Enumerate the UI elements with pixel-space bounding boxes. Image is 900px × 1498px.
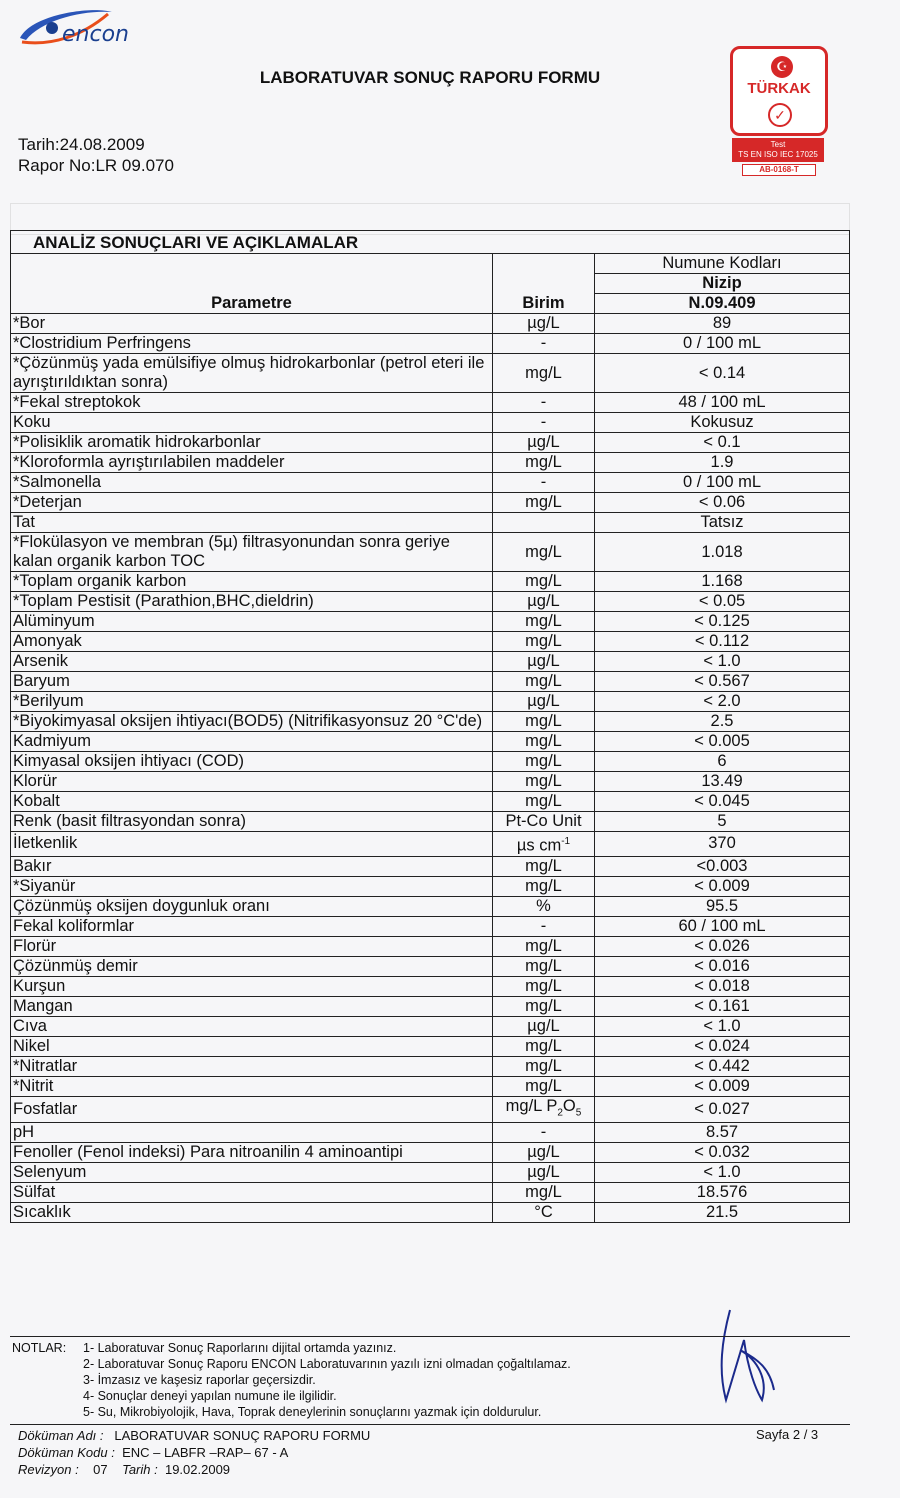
unit-cell bbox=[493, 632, 595, 652]
table-row bbox=[11, 792, 850, 812]
unit-mid: O bbox=[562, 1096, 576, 1115]
table-row bbox=[11, 592, 850, 612]
value-cell: < 0.032 bbox=[595, 1142, 850, 1162]
unit-text: mg/L P bbox=[505, 1096, 558, 1115]
unit-cell bbox=[493, 493, 595, 513]
unit-cell bbox=[493, 876, 595, 896]
table-row bbox=[11, 1016, 850, 1036]
parameter-cell: Arsenik bbox=[11, 652, 493, 672]
unit-text: mg/L bbox=[525, 542, 562, 561]
unit-cell bbox=[493, 533, 595, 572]
notes-divider bbox=[10, 1336, 850, 1337]
footer-divider bbox=[10, 1424, 850, 1425]
table-row bbox=[11, 752, 850, 772]
parameter-cell: pH bbox=[11, 1122, 493, 1142]
value-cell: 5 bbox=[595, 812, 850, 832]
value-cell: < 0.161 bbox=[595, 996, 850, 1016]
table-row bbox=[11, 513, 850, 533]
table-row bbox=[11, 493, 850, 513]
table-row bbox=[11, 936, 850, 956]
unit-text: mg/L bbox=[525, 792, 562, 810]
parameter-cell: Mangan bbox=[11, 996, 493, 1016]
parameter-cell: Çözünmüş oksijen doygunluk oranı bbox=[11, 896, 493, 916]
value-cell: 1.9 bbox=[595, 453, 850, 473]
unit-text: µg/L bbox=[527, 1016, 560, 1035]
value-cell: < 0.016 bbox=[595, 956, 850, 976]
table-row bbox=[11, 1076, 850, 1096]
revision-date: 19.02.2009 bbox=[164, 1462, 231, 1477]
table-row bbox=[11, 393, 850, 413]
parameter-cell: *Siyanür bbox=[11, 876, 493, 896]
unit-text: mg/L bbox=[525, 996, 562, 1015]
table-row bbox=[11, 354, 850, 393]
value-cell: 0 / 100 mL bbox=[595, 473, 850, 493]
unit-text: mg/L bbox=[525, 732, 562, 750]
unit-cell bbox=[493, 453, 595, 473]
table-header-row bbox=[11, 254, 850, 274]
value-cell: < 1.0 bbox=[595, 1016, 850, 1036]
parameter-cell: Nikel bbox=[11, 1036, 493, 1056]
parameter-cell: *Berilyum bbox=[11, 692, 493, 712]
unit-text: Pt-Co Unit bbox=[505, 812, 582, 830]
value-cell: 370 bbox=[595, 832, 850, 857]
header-sample-codes: Numune Kodları bbox=[595, 254, 850, 274]
table-row bbox=[11, 772, 850, 792]
report-date: Tarih:24.08.2009 bbox=[18, 135, 145, 154]
unit-text: mg/L bbox=[525, 772, 562, 790]
turkak-code: AB-0168-T bbox=[742, 164, 816, 176]
unit-text: mg/L bbox=[525, 453, 562, 471]
unit-cell bbox=[493, 1096, 595, 1122]
page-title: LABORATUVAR SONUÇ RAPORU FORMU bbox=[259, 68, 601, 87]
parameter-cell: Sıcaklık bbox=[11, 1202, 493, 1222]
unit-cell bbox=[493, 856, 595, 876]
value-cell: Tatsız bbox=[595, 513, 850, 533]
unit-text: - bbox=[540, 393, 547, 411]
value-cell: 21.5 bbox=[595, 1202, 850, 1222]
value-cell: < 0.024 bbox=[595, 1036, 850, 1056]
unit-cell bbox=[493, 976, 595, 996]
value-cell: 2.5 bbox=[595, 712, 850, 732]
unit-cell bbox=[493, 752, 595, 772]
value-cell: 48 / 100 mL bbox=[595, 393, 850, 413]
unit-cell bbox=[493, 1036, 595, 1056]
unit-cell bbox=[493, 712, 595, 732]
notes-first-line bbox=[12, 1340, 850, 1356]
unit-cell bbox=[493, 792, 595, 812]
unit-text: µg/L bbox=[527, 692, 560, 710]
parameter-cell: Koku bbox=[11, 413, 493, 433]
parameter-cell: Renk (basit filtrasyondan sonra) bbox=[11, 812, 493, 832]
unit-cell bbox=[493, 1202, 595, 1222]
unit-cell bbox=[493, 672, 595, 692]
unit-text: µg/L bbox=[527, 433, 560, 451]
header-unit: Birim bbox=[493, 254, 595, 314]
parameter-cell: Tat bbox=[11, 513, 493, 533]
header-sample-name: Nizip bbox=[595, 274, 850, 294]
value-cell: < 0.14 bbox=[595, 354, 850, 393]
unit-sub1: 2 bbox=[557, 1106, 563, 1118]
unit-text: µg/L bbox=[527, 592, 560, 610]
unit-cell bbox=[493, 413, 595, 433]
table-row bbox=[11, 996, 850, 1016]
value-cell: 95.5 bbox=[595, 896, 850, 916]
unit-cell bbox=[493, 732, 595, 752]
unit-cell bbox=[493, 393, 595, 413]
value-cell: 60 / 100 mL bbox=[595, 916, 850, 936]
unit-cell bbox=[493, 1182, 595, 1202]
unit-cell bbox=[493, 652, 595, 672]
table-row bbox=[11, 1036, 850, 1056]
parameter-cell: *Polisiklik aromatik hidrokarbonlar bbox=[11, 433, 493, 453]
parameter-cell: Kobalt bbox=[11, 792, 493, 812]
parameter-cell: *Clostridium Perfringens bbox=[11, 334, 493, 354]
parameter-cell: İletkenlik bbox=[11, 832, 493, 857]
table-row bbox=[11, 572, 850, 592]
table-row bbox=[11, 896, 850, 916]
table-row bbox=[11, 1202, 850, 1222]
unit-text: mg/L bbox=[525, 493, 562, 511]
unit-text: mg/L bbox=[525, 856, 562, 875]
value-cell: 1.168 bbox=[595, 572, 850, 592]
value-cell: < 0.125 bbox=[595, 612, 850, 632]
value-cell: < 0.026 bbox=[595, 936, 850, 956]
parameter-cell: *Toplam organik karbon bbox=[11, 572, 493, 592]
parameter-cell: *Nitratlar bbox=[11, 1056, 493, 1076]
table-row bbox=[11, 692, 850, 712]
table-row bbox=[11, 976, 850, 996]
unit-cell bbox=[493, 513, 595, 533]
unit-cell bbox=[493, 996, 595, 1016]
note-item: 4- Sonuçlar deneyi yapılan numune ile ilgilidir. bbox=[83, 1389, 337, 1403]
unit-text: °C bbox=[534, 1202, 553, 1221]
value-cell: Kokusuz bbox=[595, 413, 850, 433]
value-cell: 8.57 bbox=[595, 1122, 850, 1142]
table-row bbox=[11, 1056, 850, 1076]
table-row bbox=[11, 732, 850, 752]
value-cell: < 0.027 bbox=[595, 1096, 850, 1122]
turkak-line1: Test bbox=[770, 140, 786, 149]
parameter-cell: *Toplam Pestisit (Parathion,BHC,dieldrin) bbox=[11, 592, 493, 612]
table-row bbox=[11, 832, 850, 857]
value-cell: 6 bbox=[595, 752, 850, 772]
crescent-star-icon: ☪ bbox=[771, 56, 793, 78]
table-row bbox=[11, 334, 850, 354]
unit-cell bbox=[493, 1056, 595, 1076]
parameter-cell: Fekal koliformlar bbox=[11, 916, 493, 936]
value-cell: < 0.567 bbox=[595, 672, 850, 692]
page-number: Sayfa 2 / 3 bbox=[756, 1427, 819, 1442]
notes-label: NOTLAR: bbox=[12, 1341, 67, 1355]
unit-text: mg/L bbox=[525, 572, 562, 590]
unit-cell bbox=[493, 572, 595, 592]
note-item: 1- Laboratuvar Sonuç Raporlarını dijital ortamda yazınız. bbox=[83, 1341, 397, 1355]
turkak-standard bbox=[732, 138, 824, 162]
footer-revision bbox=[18, 1461, 370, 1478]
unit-text: mg/L bbox=[525, 672, 562, 690]
table-row bbox=[11, 413, 850, 433]
document-footer bbox=[18, 1427, 370, 1478]
unit-text: - bbox=[540, 1122, 547, 1141]
doc-name: LABORATUVAR SONUÇ RAPORU FORMU bbox=[114, 1428, 371, 1443]
parameter-cell: Baryum bbox=[11, 672, 493, 692]
unit-text: mg/L bbox=[525, 752, 562, 770]
header-parameter: Parametre bbox=[11, 254, 493, 314]
value-cell: < 1.0 bbox=[595, 1162, 850, 1182]
parameter-cell: Kadmiyum bbox=[11, 732, 493, 752]
unit-text: µg/L bbox=[527, 652, 560, 670]
value-cell: 0 / 100 mL bbox=[595, 334, 850, 354]
unit-text: µg/L bbox=[527, 1162, 560, 1181]
note-item: 2- Laboratuvar Sonuç Raporu ENCON Laboratuvarının yazılı izni olmadan çoğaltılamaz. bbox=[83, 1357, 571, 1371]
unit-cell bbox=[493, 916, 595, 936]
doc-name-label: Döküman Adı : bbox=[18, 1428, 104, 1443]
unit-text: mg/L bbox=[525, 712, 562, 730]
unit-text: mg/L bbox=[525, 1076, 562, 1095]
parameter-cell: Fenoller (Fenol indeksi) Para nitroanilin 4 aminoantipi bbox=[11, 1142, 493, 1162]
unit-cell bbox=[493, 692, 595, 712]
parameter-cell: Kimyasal oksijen ihtiyacı (COD) bbox=[11, 752, 493, 772]
unit-text: µg/L bbox=[527, 1142, 560, 1161]
parameter-cell: Fosfatlar bbox=[11, 1096, 493, 1122]
table-row bbox=[11, 473, 850, 493]
parameter-cell: *Çözünmüş yada emülsifiye olmuş hidrokarbonlar (petrol eteri ile ayrıştırıldıktan sonra) bbox=[11, 354, 493, 393]
parameter-cell: Alüminyum bbox=[11, 612, 493, 632]
table-row bbox=[11, 314, 850, 334]
parameter-cell: Klorür bbox=[11, 772, 493, 792]
revision-date-label: Tarih : bbox=[122, 1462, 158, 1477]
table-row bbox=[11, 672, 850, 692]
unit-text: mg/L bbox=[525, 1182, 562, 1201]
table-section-title-row bbox=[11, 231, 850, 254]
parameter-cell: *Kloroformla ayrıştırılabilen maddeler bbox=[11, 453, 493, 473]
parameter-cell: *Salmonella bbox=[11, 473, 493, 493]
unit-text: mg/L bbox=[525, 876, 562, 895]
parameter-cell: Amonyak bbox=[11, 632, 493, 652]
value-cell: < 0.009 bbox=[595, 1076, 850, 1096]
table-row bbox=[11, 1182, 850, 1202]
unit-cell bbox=[493, 956, 595, 976]
results-table bbox=[10, 230, 850, 1223]
parameter-cell: *Flokülasyon ve membran (5µ) filtrasyonundan sonra geriye kalan organik karbon TOC bbox=[11, 533, 493, 572]
value-cell: 89 bbox=[595, 314, 850, 334]
table-row bbox=[11, 433, 850, 453]
unit-cell bbox=[493, 1016, 595, 1036]
table-row bbox=[11, 1122, 850, 1142]
unit-text: mg/L bbox=[525, 1056, 562, 1075]
value-cell: <0.003 bbox=[595, 856, 850, 876]
table-row bbox=[11, 956, 850, 976]
table-row bbox=[11, 612, 850, 632]
note-item: 5- Su, Mikrobiyolojik, Hava, Toprak deneylerinin sonuçlarını yazmak için doldurulur. bbox=[83, 1405, 542, 1419]
unit-cell bbox=[493, 433, 595, 453]
parameter-cell: Selenyum bbox=[11, 1162, 493, 1182]
unit-cell bbox=[493, 1162, 595, 1182]
value-cell: < 0.05 bbox=[595, 592, 850, 612]
unit-cell bbox=[493, 936, 595, 956]
unit-text: mg/L bbox=[525, 632, 562, 650]
table-row bbox=[11, 652, 850, 672]
value-cell: 18.576 bbox=[595, 1182, 850, 1202]
unit-cell bbox=[493, 354, 595, 393]
unit-cell bbox=[493, 473, 595, 493]
unit-text: µs cm bbox=[516, 836, 562, 855]
note-item: 3- İmzasız ve kaşesiz raporlar geçersizdir. bbox=[83, 1373, 316, 1387]
table-row bbox=[11, 876, 850, 896]
header-sample-code: N.09.409 bbox=[595, 294, 850, 314]
parameter-cell: Çözünmüş demir bbox=[11, 956, 493, 976]
parameter-cell: *Fekal streptokok bbox=[11, 393, 493, 413]
unit-text: % bbox=[536, 896, 551, 915]
table-row bbox=[11, 856, 850, 876]
unit-sub2: 5 bbox=[575, 1106, 582, 1118]
value-cell: < 0.06 bbox=[595, 493, 850, 513]
table-row bbox=[11, 632, 850, 652]
turkak-name: TÜRKAK bbox=[747, 80, 811, 97]
value-cell: < 0.1 bbox=[595, 433, 850, 453]
unit-text: µg/L bbox=[527, 314, 560, 332]
unit-text: mg/L bbox=[525, 936, 562, 955]
turkak-line2: TS EN ISO IEC 17025 bbox=[738, 150, 818, 159]
table-row bbox=[11, 533, 850, 572]
unit-cell bbox=[493, 1122, 595, 1142]
unit-text: - bbox=[540, 473, 547, 491]
parameter-cell: Bakır bbox=[11, 856, 493, 876]
parameter-cell: Sülfat bbox=[11, 1182, 493, 1202]
value-cell: < 1.0 bbox=[595, 652, 850, 672]
unit-text: mg/L bbox=[525, 612, 562, 630]
footer-doc-code bbox=[18, 1444, 370, 1461]
table-row bbox=[11, 1096, 850, 1122]
table-row bbox=[11, 916, 850, 936]
table-row bbox=[11, 712, 850, 732]
value-cell: < 0.018 bbox=[595, 976, 850, 996]
value-cell: 13.49 bbox=[595, 772, 850, 792]
unit-cell bbox=[493, 334, 595, 354]
unit-cell bbox=[493, 772, 595, 792]
table-row bbox=[11, 812, 850, 832]
report-meta bbox=[18, 134, 174, 176]
unit-cell bbox=[493, 314, 595, 334]
unit-cell bbox=[493, 592, 595, 612]
unit-text: - bbox=[540, 413, 547, 431]
value-cell: < 0.442 bbox=[595, 1056, 850, 1076]
value-cell: < 0.009 bbox=[595, 876, 850, 896]
value-cell: 1.018 bbox=[595, 533, 850, 572]
parameter-cell: Cıva bbox=[11, 1016, 493, 1036]
report-number: Rapor No:LR 09.070 bbox=[18, 156, 174, 175]
unit-cell bbox=[493, 896, 595, 916]
unit-sup: -1 bbox=[561, 836, 571, 847]
unit-text: mg/L bbox=[525, 976, 562, 995]
parameter-cell: Kurşun bbox=[11, 976, 493, 996]
unit-text: - bbox=[540, 334, 547, 352]
unit-cell bbox=[493, 1142, 595, 1162]
revision-label: Revizyon : bbox=[18, 1462, 79, 1477]
doc-code-label: Döküman Kodu : bbox=[18, 1445, 115, 1460]
unit-cell bbox=[493, 612, 595, 632]
table-row bbox=[11, 1162, 850, 1182]
parameter-cell: *Biyokimyasal oksijen ihtiyacı(BOD5) (Nitrifikasyonsuz 20 °C'de) bbox=[11, 712, 493, 732]
value-cell: < 0.112 bbox=[595, 632, 850, 652]
unit-cell bbox=[493, 832, 595, 857]
notes bbox=[12, 1340, 850, 1420]
revision: 07 bbox=[93, 1462, 108, 1477]
unit-cell bbox=[493, 1076, 595, 1096]
unit-text: - bbox=[540, 916, 547, 935]
turkak-accreditation-mark bbox=[730, 46, 826, 174]
value-cell: < 2.0 bbox=[595, 692, 850, 712]
value-cell: < 0.045 bbox=[595, 792, 850, 812]
parameter-cell: *Nitrit bbox=[11, 1076, 493, 1096]
logo-text: encon bbox=[62, 22, 129, 47]
doc-code: ENC – LABFR –RAP– 67 - A bbox=[122, 1445, 289, 1460]
check-icon: ✓ bbox=[768, 103, 792, 127]
table-row bbox=[11, 1142, 850, 1162]
footer-doc-name bbox=[18, 1427, 370, 1444]
parameter-cell: Florür bbox=[11, 936, 493, 956]
value-cell: < 0.005 bbox=[595, 732, 850, 752]
unit-text: mg/L bbox=[525, 363, 562, 382]
unit-text: mg/L bbox=[525, 1036, 562, 1055]
section-title: ANALİZ SONUÇLARI VE AÇIKLAMALAR bbox=[11, 231, 850, 254]
unit-text: mg/L bbox=[525, 956, 562, 975]
parameter-cell: *Deterjan bbox=[11, 493, 493, 513]
parameter-cell: *Bor bbox=[11, 314, 493, 334]
unit-cell bbox=[493, 812, 595, 832]
table-row bbox=[11, 453, 850, 473]
